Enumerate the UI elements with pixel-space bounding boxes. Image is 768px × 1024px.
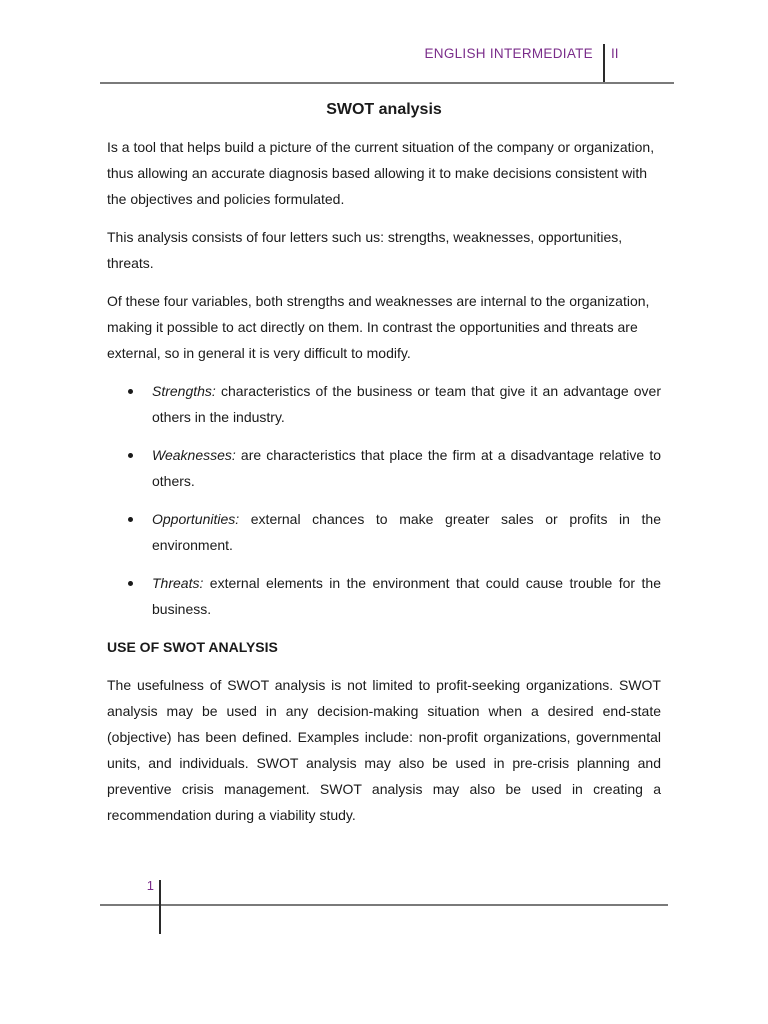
bullet-icon <box>128 517 133 522</box>
section-heading: USE OF SWOT ANALYSIS <box>107 639 278 655</box>
intro-paragraph: Is a tool that helps build a picture of the current situation of the company or organization, thus allowing an accurate diagnosis based allowing it to make decisions consistent with the objectives and policies formulated. <box>107 139 655 207</box>
header-title: ENGLISH INTERMEDIATE <box>424 46 593 61</box>
list-item <box>107 442 661 494</box>
footer-divider <box>159 880 161 934</box>
bullet-term: Opportunities: <box>152 511 240 527</box>
bullet-icon <box>128 453 133 458</box>
header-rule <box>100 82 674 84</box>
document-title: SWOT analysis <box>326 101 442 118</box>
list-item <box>107 506 661 558</box>
footer-rule <box>100 904 668 906</box>
bullet-term: Weaknesses: <box>152 447 236 463</box>
bullet-term: Threats: <box>152 575 204 591</box>
bullet-text: characteristics of the business or team that give it an advantage over others in the industry. <box>152 383 661 425</box>
usefulness-paragraph: The usefulness of SWOT analysis is not limited to profit-seeking organizations. SWOT analysis may be used in any decision-making situation when a desired end-state (objective) has been defined. Examples include: non-profit organizations, governmental units, and individuals. SWOT analysis may also be used in pre-crisis planning and preventive crisis management. SWOT analysis may also be used in creating a recommendation during a viability study. <box>107 677 661 823</box>
list-item <box>107 570 661 622</box>
letters-paragraph: This analysis consists of four letters such us: strengths, weaknesses, opportunities, threats. <box>107 229 623 271</box>
document-body <box>107 98 661 840</box>
bullet-icon <box>128 389 133 394</box>
bullet-term: Strengths: <box>152 383 216 399</box>
bullet-icon <box>128 581 133 586</box>
bullet-text: external elements in the environment that could cause trouble for the business. <box>152 575 661 617</box>
page-number: 1 <box>146 878 154 893</box>
header-divider <box>603 44 605 82</box>
list-item <box>107 378 661 430</box>
header-number: II <box>611 46 619 61</box>
swot-list <box>107 378 661 622</box>
bullet-text: external chances to make greater sales or profits in the environment. <box>152 511 661 553</box>
variables-paragraph: Of these four variables, both strengths and weaknesses are internal to the organization, making it possible to act directly on them. In contrast the opportunities and threats are external, so in general it is very difficult to modify. <box>107 293 650 361</box>
bullet-text: are characteristics that place the firm at a disadvantage relative to others. <box>152 447 661 489</box>
